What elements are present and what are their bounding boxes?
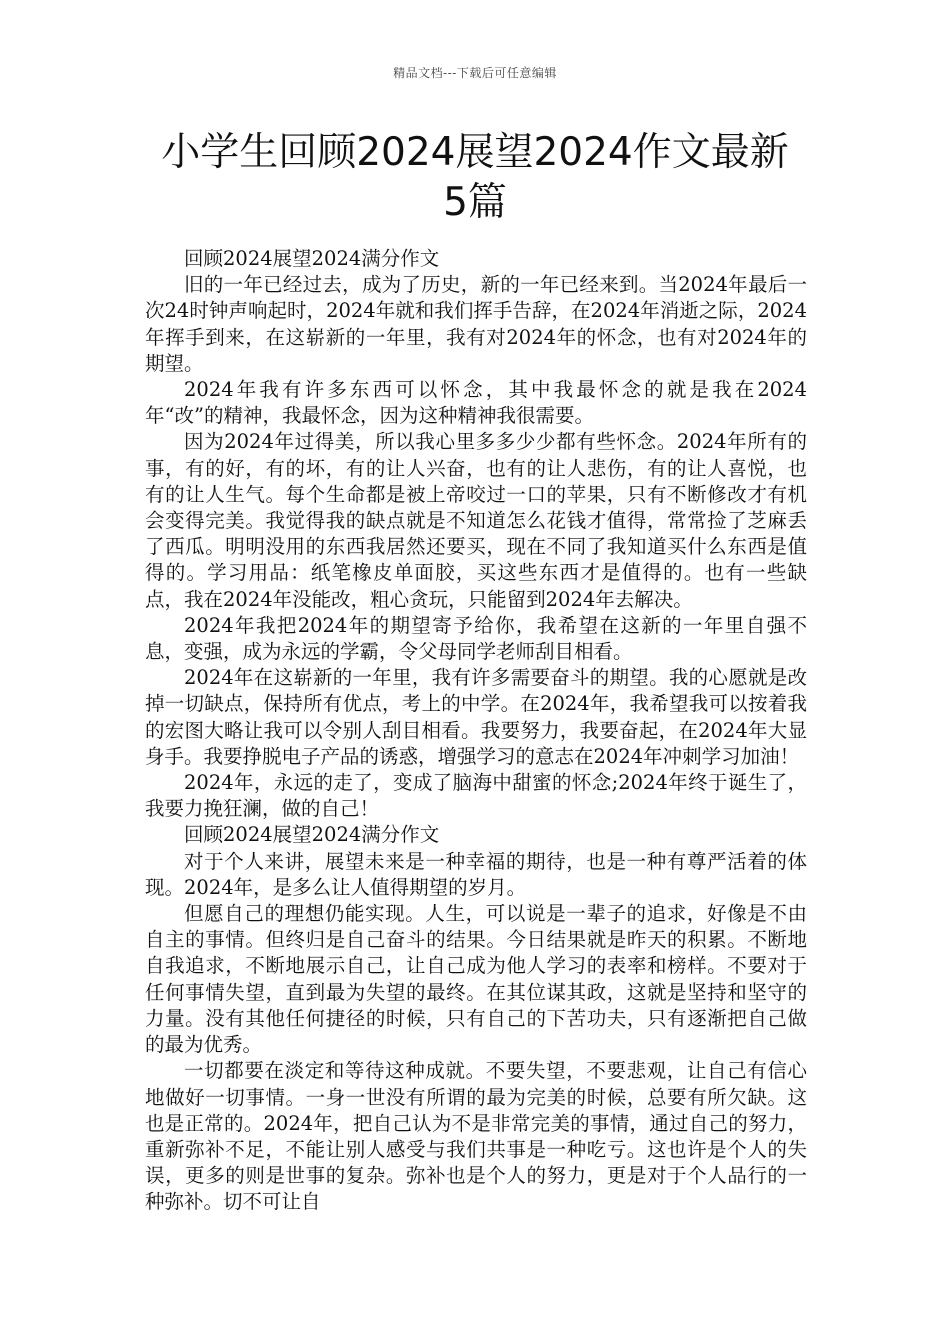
paragraph: 旧的一年已经过去，成为了历史，新的一年已经来到。当2024年最后一次24时钟声响起时，2024年就和我们挥手告辞，在2024年消逝之际，2024年挥手到来，在这崭新的一年里，我有对2024年的怀念，也有对2024年的期望。 <box>145 273 807 375</box>
section-heading: 回顾2024展望2024满分作文 <box>184 247 440 270</box>
paragraph: 因为2024年过得美，所以我心里多多少少都有些怀念。2024年所有的事，有的好，有的坏，有的让人兴奋，也有的让人悲伤，有的让人喜悦，也有的让人生气。每个生命都是被上帝咬过一口的苹果，只有不断修改才有机会变得完美。我觉得我的缺点就是不知道怎么花钱才值得，常常捡了芝麻丢了西瓜。明明没用的东西我居然还要买，现在不同了我知道买什么东西是值得的。学习用品：纸笔橡皮单面胶，买这些东西才是值得的。也有一些缺点，我在2024年没能改，粗心贪玩，只能留到2024年去解决。 <box>145 430 807 611</box>
paragraph: 2024年，永远的走了，变成了脑海中甜蜜的怀念;2024年终于诞生了，我要力挽狂澜，做的自己！ <box>145 771 807 821</box>
document-title: 小学生回顾2024展望2024作文最新5篇 <box>161 130 789 225</box>
section-heading: 回顾2024展望2024满分作文 <box>184 823 440 847</box>
paragraph: 2024年我把2024年的期望寄予给你，我希望在这新的一年里自强不息，变强，成为永远的学霸，令父母同学老师刮目相看。 <box>145 613 807 664</box>
paragraph: 2024年我有许多东西可以怀念，其中我最怀念的就是我在2024年“改”的精神，我最怀念，因为这种精神我很需要。 <box>145 378 807 428</box>
paragraph: 但愿自己的理想仍能实现。人生，可以说是一辈子的追求，好像是不由自主的事情。但终归是自己奋斗的结果。今日结果就是昨天的积累。不断地自我追求，不断地展示自己，让自己成为他人学习的表率和榜样。不要对于任何事情失望，直到最为失望的最终。在其位谋其政，这就是坚持和坚守的力量。没有其他任何捷径的时候，只有自己的下苦功夫，只有逐渐把自己做的最为优秀。 <box>145 902 807 1057</box>
header-note: 精品文档---下载后可任意编辑 <box>393 66 557 80</box>
document-body <box>145 246 807 1216</box>
paragraph: 对于个人来讲，展望未来是一种幸福的期待，也是一种有尊严活着的体现。2024年，是多么让人值得期望的岁月。 <box>145 849 807 899</box>
paragraph: 2024年在这崭新的一年里，我有许多需要奋斗的期望。我的心愿就是改掉一切缺点，保持所有优点，考上的中学。在2024年，我希望我可以按着我的宏图大略让我可以令别人刮目相看。我要努力，我要奋起，在2024年大显身手。我要挣脱电子产品的诱惑，增强学习的意志在2024年冲刺学习加油！ <box>145 666 807 768</box>
paragraph: 一切都要在淡定和等待这种成就。不要失望，不要悲观，让自己有信心地做好一切事情。一身一世没有所谓的最为完美的时候，总要有所欠缺。这也是正常的。2024年，把自己认为不是非常完美的事情，通过自己的努力，重新弥补不足，不能让别人感受与我们共事是一种吃亏。这也许是个人的失误，更多的则是世事的复杂。弥补也是个人的努力，更是对于个人品行的一种弥补。切不可让自 <box>145 1059 807 1214</box>
